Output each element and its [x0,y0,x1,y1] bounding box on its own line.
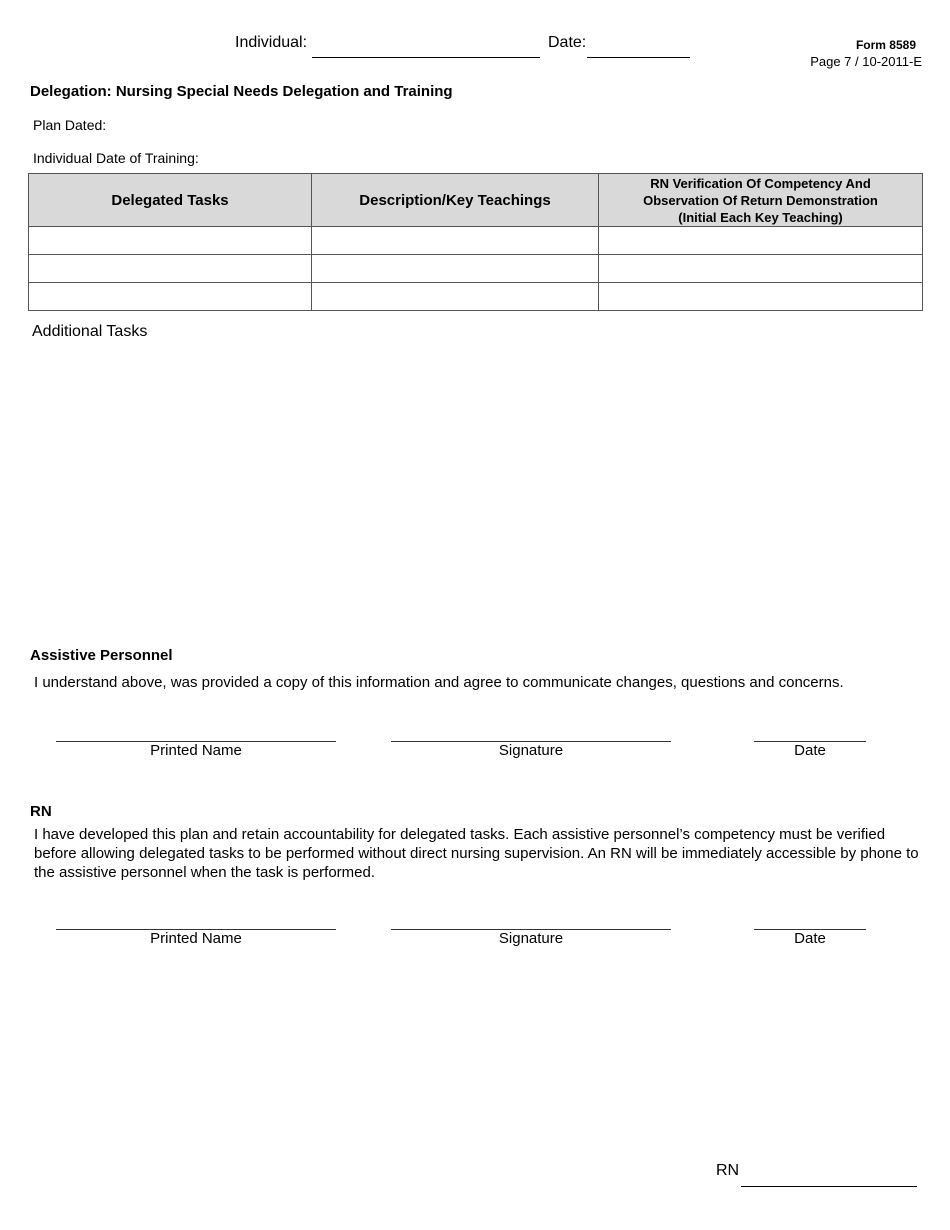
date-label: Date: [548,34,587,51]
date-field[interactable] [587,57,690,58]
rn-initial-field[interactable] [741,1186,917,1187]
individual-label: Individual: [235,34,308,51]
table-cell[interactable] [599,283,923,311]
page-info: Page 7 / 10-2011-E [810,54,922,69]
training-date-label: Individual Date of Training: [33,150,199,166]
plan-dated-label: Plan Dated: [33,117,107,133]
table-cell[interactable] [599,255,923,283]
rn-statement: I have developed this plan and retain accountability for delegated tasks. Each assistive personnel’s competency must be verified before allowing delegated tasks to be performed without direct nursing supervision. An RN will be immediately accessible by phone to the assistive personnel when the task is performed. [34,826,919,881]
table-cell[interactable] [312,227,599,255]
rn-signature-label: Signature [498,930,564,947]
assistive-printed-name-label: Printed Name [150,742,242,759]
table-cell[interactable] [29,227,312,255]
table-cell[interactable] [312,283,599,311]
table-row [29,255,923,283]
assistive-personnel-statement: I understand above, was provided a copy of this information and agree to communicate changes, questions and concerns. [34,674,844,691]
delegated-tasks-table [28,173,923,311]
table-cell[interactable] [599,227,923,255]
individual-field[interactable] [312,57,540,58]
rn-verification-line-3: (Initial Each Key Teaching) [678,209,843,225]
rn-verification-line-2: Observation Of Return Demonstration [643,192,878,208]
column-header-rn-verification [599,174,923,227]
table-cell[interactable] [29,283,312,311]
additional-tasks-area[interactable] [28,345,922,635]
additional-tasks-label: Additional Tasks [32,323,148,340]
rn-heading: RN [30,803,52,820]
rn-initial-label: RN [716,1162,740,1179]
assistive-date-label: Date [794,742,826,759]
assistive-personnel-heading: Assistive Personnel [30,647,173,664]
column-header-delegated-tasks: Delegated Tasks [29,174,312,227]
table-row [29,283,923,311]
page-title: Delegation: Nursing Special Needs Delegation and Training [30,83,453,100]
table-row [29,227,923,255]
form-number: Form 8589 [855,38,916,52]
assistive-signature-label: Signature [498,742,564,759]
rn-date-label: Date [794,930,826,947]
table-cell[interactable] [29,255,312,283]
rn-printed-name-label: Printed Name [150,930,242,947]
table-cell[interactable] [312,255,599,283]
column-header-description: Description/Key Teachings [312,174,599,227]
rn-verification-line-1: RN Verification Of Competency And [650,175,871,191]
